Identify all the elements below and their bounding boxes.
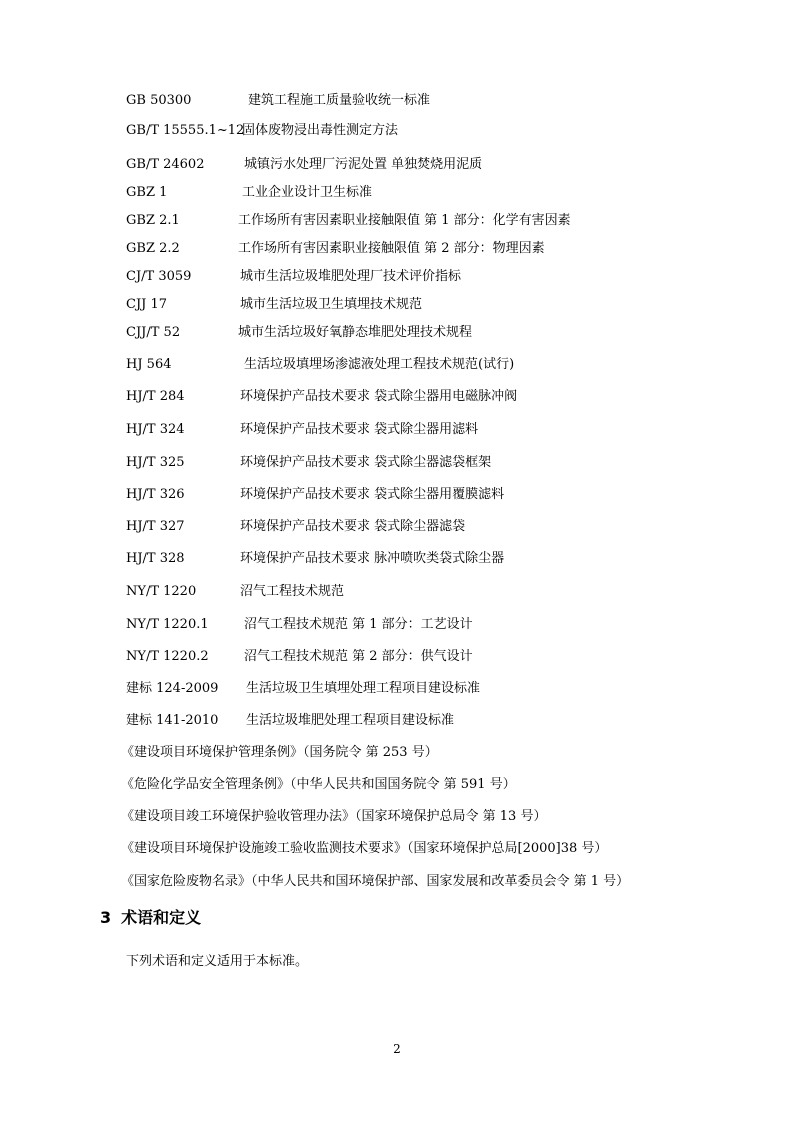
standard-code: GB 50300 [126, 93, 192, 108]
standard-code: HJ/T 328 [126, 551, 185, 566]
standard-code: HJ/T 325 [126, 455, 185, 470]
reference-item [126, 419, 479, 441]
reference-item [126, 182, 373, 204]
reference-item [126, 452, 492, 474]
standard-title: 环境保护产品技术要求 脉冲喷吹类袋式除尘器 [240, 551, 505, 566]
standard-title: 环境保护产品技术要求 袋式除尘器滤袋 [240, 519, 466, 534]
reference-item [126, 154, 483, 176]
reference-item [126, 322, 473, 344]
standard-code: HJ/T 284 [126, 389, 185, 404]
standard-code: HJ/T 327 [126, 519, 185, 534]
regulation-item: 《建设项目环境保护设施竣工验收监测技术要求》（国家环境保护总局[2000]38 号） [121, 841, 608, 856]
standard-code: GBZ 2.2 [126, 241, 180, 256]
standard-code: GB/T 24602 [126, 157, 205, 172]
standard-title: 城市生活垃圾卫生填埋技术规范 [240, 297, 423, 312]
section-body-text: 下列术语和定义适用于本标准。 [126, 954, 309, 969]
reference-item [126, 266, 462, 288]
reference-item [126, 238, 545, 260]
regulation-item: 《危险化学品安全管理条例》（中华人民共和国国务院令 第 591 号） [121, 777, 516, 792]
standard-title: 环境保护产品技术要求 袋式除尘器用滤料 [240, 422, 479, 437]
regulation-item: 《建设项目竣工环境保护验收管理办法》（国家环境保护总局令 第 13 号） [121, 809, 547, 824]
standard-title: 工业企业设计卫生标准 [242, 185, 373, 200]
standard-title: 环境保护产品技术要求 袋式除尘器滤袋框架 [240, 455, 492, 470]
reference-item [126, 294, 423, 316]
standard-code: HJ/T 326 [126, 487, 185, 502]
standard-title: 沼气工程技术规范 第 1 部分：工艺设计 [244, 617, 473, 632]
regulation-item: 《建设项目环境保护管理条例》（国务院令 第 253 号） [121, 745, 438, 760]
standard-code: GBZ 2.1 [126, 213, 180, 228]
section-title: 术语和定义 [121, 908, 202, 927]
standard-title: 城镇污水处理厂污泥处置 单独焚烧用泥质 [244, 157, 483, 172]
standard-title: 环境保护产品技术要求 袋式除尘器用覆膜滤料 [240, 487, 505, 502]
standard-code: CJJ/T 52 [126, 325, 181, 340]
standard-title: 沼气工程技术规范 第 2 部分：供气设计 [244, 649, 473, 664]
reference-item [126, 614, 473, 636]
standard-title: 环境保护产品技术要求 袋式除尘器用电磁脉冲阀 [240, 389, 518, 404]
reference-item [126, 90, 431, 112]
reference-item [126, 210, 571, 232]
standard-code: CJJ 17 [126, 297, 168, 312]
standard-title: 工作场所有害因素职业接触限值 第 1 部分：化学有害因素 [238, 213, 571, 228]
reference-item [126, 710, 455, 732]
standard-code: GBZ 1 [126, 185, 168, 200]
standard-title: 固体废物浸出毒性测定方法 [242, 123, 399, 138]
standard-code: NY/T 1220.2 [126, 649, 209, 664]
standard-code: NY/T 1220.1 [126, 617, 209, 632]
standard-code: 建标 141-2010 [126, 713, 219, 728]
reference-item [126, 548, 505, 570]
standard-code: 建标 124-2009 [126, 681, 219, 696]
reference-item [126, 386, 518, 408]
reference-item [126, 646, 473, 668]
reference-item [126, 581, 345, 603]
reference-item [126, 484, 505, 506]
standard-code: GB/T 15555.1~12 [126, 123, 245, 138]
standard-title: 城市生活垃圾堆肥处理厂技术评价指标 [240, 269, 462, 284]
reference-item [126, 678, 481, 700]
standard-code: NY/T 1220 [126, 584, 197, 599]
regulation-item: 《国家危险废物名录》（中华人民共和国环境保护部、国家发展和改革委员会令 第 1 号） [121, 874, 630, 889]
reference-item [126, 120, 399, 142]
standard-title: 生活垃圾堆肥处理工程项目建设标准 [246, 713, 455, 728]
standard-code: HJ 564 [126, 357, 172, 372]
page-number: 2 [393, 1042, 401, 1056]
standard-title: 沼气工程技术规范 [240, 584, 345, 599]
standard-code: CJ/T 3059 [126, 269, 192, 284]
standard-title: 工作场所有害因素职业接触限值 第 2 部分：物理因素 [238, 241, 545, 256]
standard-title: 生活垃圾填埋场渗滤液处理工程技术规范(试行) [244, 357, 515, 372]
reference-item [126, 354, 515, 376]
reference-item [126, 516, 466, 538]
standard-title: 建筑工程施工质量验收统一标准 [248, 93, 431, 108]
standard-title: 城市生活垃圾好氧静态堆肥处理技术规程 [238, 325, 473, 340]
section-number: 3 [100, 908, 112, 927]
standard-title: 生活垃圾卫生填埋处理工程项目建设标准 [246, 681, 481, 696]
standard-code: HJ/T 324 [126, 422, 185, 437]
section-heading [100, 905, 201, 928]
